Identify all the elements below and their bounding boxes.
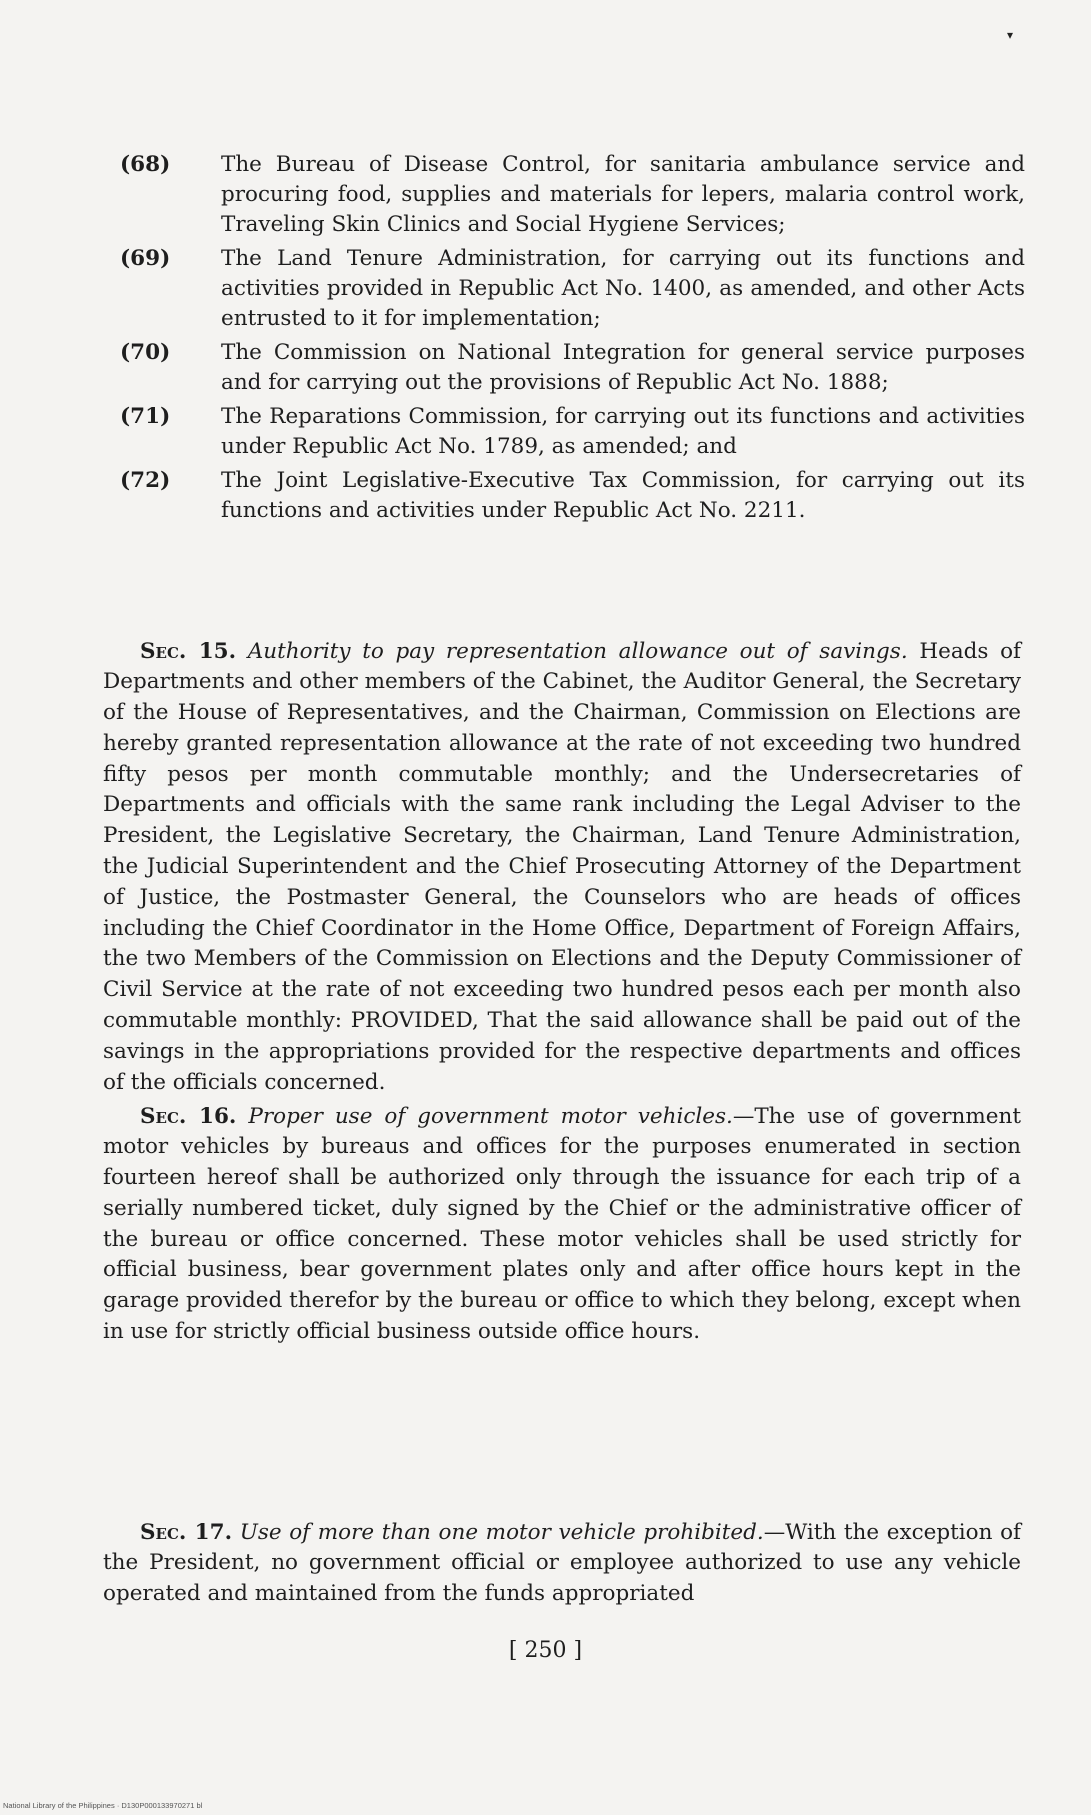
item-text: The Bureau of Disease Control, for sanitaria ambulance service and procuring food, supplies and materials for lepers, malaria control work, Traveling Skin Clinics and Social Hygiene Services; [221, 152, 1025, 237]
section-body: Heads of Departments and other members of the Cabinet, the Auditor General, the Secretary of the House of Representatives, and the Chairman, Commission on Elections are hereby granted representation allowance at the rate of not exceeding two hundred fifty pesos per month commutable monthly; and the Undersecretaries of Departments and officials with the same rank including the Legal Adviser to the President, the Legislative Secretary, the Chairman, Land Tenure Administration, the Judicial Superintendent and the Chief Prosecuting Attorney of the Department of Justice, the Postmaster General, the Counselors who are heads of offices including the Chief Coordinator in the Home Office, Department of Foreign Affairs, the two Members of the Commission on Elections and the Deputy Commissioner of Civil Service at the rate of not exceeding two hundred pesos each per month also commutable monthly: PROVIDED, That the said allowance shall be paid out of the savings in the appropriations provided for the respective departments and offices of the officials concerned. [103, 638, 1021, 1095]
section-title: Proper use of government motor vehicles. [248, 1103, 733, 1129]
section-17 [103, 1518, 1021, 1610]
section-label: Sec. 16. [140, 1103, 237, 1129]
item-text: The Land Tenure Administration, for carrying out its functions and activities provided in Republic Act No. 1400, as amended, and other Acts entrusted to it for implementation; [221, 246, 1025, 331]
list-item [120, 466, 1025, 526]
list-item [120, 402, 1025, 462]
item-number: (72) [120, 468, 171, 493]
section-15 [103, 637, 1021, 1099]
section-body: —With the exception of the President, no government official or employee authorized to use any vehicle operated and maintained from the funds appropriated [103, 1519, 1021, 1607]
corner-mark: ▾ [1007, 28, 1014, 42]
section-label: Sec. 17. [140, 1519, 233, 1545]
footer-credit: National Library of the Philippines · D130P000133970271 bl [3, 1801, 203, 1810]
section-16 [103, 1102, 1021, 1348]
section-title: Authority to pay representation allowance out of savings. [247, 638, 908, 664]
item-text: The Commission on National Integration for general service purposes and for carrying out the provisions of Republic Act No. 1888; [221, 340, 1025, 395]
page-number: [ 250 ] [508, 1638, 583, 1663]
item-text: The Reparations Commission, for carrying out its functions and activities under Republic Act No. 1789, as amended; and [221, 404, 1025, 459]
list-item [120, 150, 1025, 240]
enumerated-list [120, 150, 1025, 530]
list-item [120, 338, 1025, 398]
list-item [120, 244, 1025, 334]
item-text: The Joint Legislative-Executive Tax Commission, for carrying out its functions and activities under Republic Act No. 2211. [221, 468, 1025, 523]
item-number: (68) [120, 152, 171, 177]
section-title: Use of more than one motor vehicle prohibited. [239, 1519, 764, 1545]
item-number: (70) [120, 340, 171, 365]
item-number: (71) [120, 404, 171, 429]
item-number: (69) [120, 246, 171, 271]
section-label: Sec. 15. [140, 638, 237, 664]
section-body: —The use of government motor vehicles by bureaus and offices for the purposes enumerated in section fourteen hereof shall be authorized only through the issuance for each trip of a serially numbered ticket, duly signed by the Chief or the administrative officer of the bureau or office concerned. These motor vehicles shall be used strictly for official business, bear government plates only and after office hours kept in the garage provided therefor by the bureau or office to which they belong, except when in use for strictly official business outside office hours. [103, 1103, 1021, 1345]
